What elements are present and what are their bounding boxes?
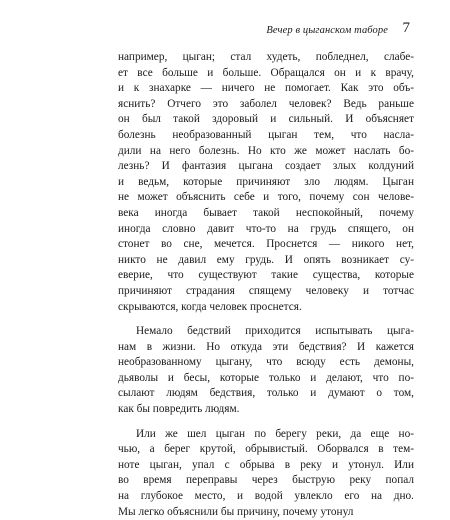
running-header — [118, 22, 414, 42]
text-line: иногда словно давит что-то на грудь спящего, он — [118, 222, 414, 235]
text-line: Немало бедствий приходится испытывать цыга- — [136, 325, 414, 338]
text-line: ноте цыган, упал с обрыва в реку и утонул. Или — [118, 458, 414, 471]
text-line: и к знахарке — ничего не помогает. Как это объ- — [118, 82, 414, 95]
text-line: лезнь? И фантазия цыгана создает злых колдуний — [118, 160, 414, 173]
paragraph-gap — [118, 418, 414, 427]
text-line: например, цыган; стал худеть, побледнел, слабе- — [118, 51, 414, 63]
text-line: еверие, что существуют такие существа, которые — [118, 269, 414, 282]
text-line: во время переправы через быструю реку попал — [118, 474, 414, 487]
text-line: дили на него болезнь. Но кто же может наслать бо- — [118, 144, 414, 157]
text-line: ет все больше и больше. Обращался он и к врачу, — [118, 66, 414, 79]
text-line: чью, а берег крутой, обрывистый. Оборвался в тем- — [118, 443, 414, 456]
text-line: дьяволы и бесы, которые только и делают, что по- — [118, 371, 414, 384]
text-line: сылают людям бедствия, только и думают о том, — [118, 387, 414, 400]
text-line: причиняют страдания спящему человеку и тотчас — [118, 284, 414, 297]
text-line: нам в жизни. Но откуда эти бедствия? И кажется — [118, 340, 414, 353]
page-body — [118, 50, 414, 520]
paragraph — [118, 427, 414, 520]
text-line: болезнь необразованный цыган тем, что насла- — [118, 128, 414, 141]
text-line: Или же шел цыган по берегу реки, да еще но- — [136, 427, 414, 440]
text-line: стонет во сне, мечется. Проснется — никого нет, — [118, 238, 414, 251]
text-line: и ведьм, которые причиняют зло людям. Цыган — [118, 175, 414, 188]
page-number: 7 — [402, 20, 410, 36]
running-title: Вечер в цыганском таборе — [266, 25, 388, 36]
paragraph-gap — [118, 315, 414, 324]
paragraph — [118, 50, 414, 315]
text-line: не может объяснить себе и того, почему сон челове- — [118, 191, 414, 204]
text-line: века иногда бывает такой неспокойный, почему — [118, 206, 414, 219]
text-line: никто не давил ему грудь. И опять возникает су- — [118, 253, 414, 266]
text-line: он был такой здоровый и сильный. И объясняет — [118, 113, 414, 126]
text-line: яснить? Отчего это заболел человек? Ведь раньше — [118, 97, 414, 110]
text-line: скрываются, когда человек проснется. — [118, 300, 302, 313]
text-line: как бы повредить людям. — [118, 403, 240, 416]
paragraph — [118, 324, 414, 418]
text-line: необразованному цыгану, что всюду есть демоны, — [118, 356, 414, 369]
text-line: на глубокое место, и водой увлекло его на дно. — [118, 490, 414, 503]
text-line: Мы легко объяснили бы причину, почему утонул — [118, 505, 354, 518]
